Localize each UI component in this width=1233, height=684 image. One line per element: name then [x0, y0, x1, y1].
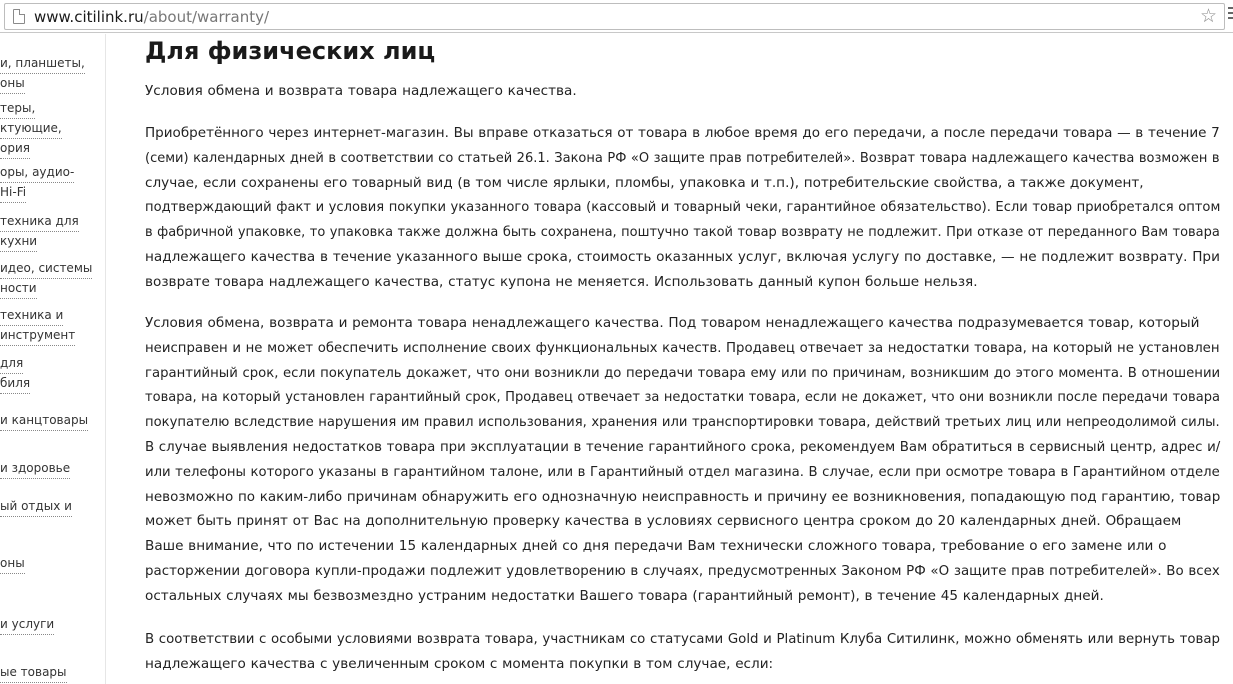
url-host: www.citilink.ru — [34, 8, 144, 26]
sidebar-item-label: и услуги — [0, 615, 54, 635]
sidebar-item-label: техника для — [0, 212, 79, 232]
sidebar-item-label: техника и — [0, 306, 63, 326]
sidebar-item-label: оны — [0, 74, 25, 94]
url-path: /about/warranty/ — [143, 8, 270, 26]
text-line: покупателю вследствие нарушения им правил использования, хранения или транспортировки товара, действий третьих лиц или непреодолимой силы. — [145, 414, 1220, 431]
text-line: или телефоны которого указаны в гарантийном талоне, или в Гарантийный отдел магазина. В случае, если при осмотре товара в Гарантийном отделе — [145, 463, 1220, 480]
text-line: невозможно по каким-либо причинам обнаружить его однозначную неисправность и причину ее возникновения, попадающую под гарантию, товар — [145, 488, 1221, 505]
text-line: надлежащего качества в течение указанного выше срока, стоимость оказанных услуг, включая услугу по доставке, — не подлежит возврату. При — [145, 248, 1220, 265]
paragraph-club-conditions — [145, 627, 1220, 677]
sidebar-item-label: для — [0, 354, 23, 374]
paragraph-proper-quality — [145, 121, 1220, 295]
page-icon — [13, 9, 25, 24]
sidebar-item-other-goods[interactable] — [0, 663, 106, 683]
sidebar-item-label: инструмент — [0, 326, 75, 346]
sidebar-item-label: оны — [0, 554, 25, 574]
sidebar-item-label: ктующие, — [0, 119, 62, 139]
text-line: возврате товара надлежащего качества, статус купона не меняется. Использовать данный купон больше нельзя. — [145, 273, 978, 290]
sidebar-item-health[interactable] — [0, 459, 106, 479]
browser-menu-icon[interactable] — [1228, 7, 1233, 23]
sidebar-item-label: теры, — [0, 99, 35, 119]
sidebar-item-label: и здоровье — [0, 459, 70, 479]
sidebar-item-label: и, планшеты, — [0, 54, 85, 74]
paragraph-intro — [145, 79, 1220, 104]
sidebar-item-video-security[interactable] — [0, 259, 106, 299]
sidebar-item-tv-audio[interactable] — [0, 163, 106, 203]
sidebar-item-tools[interactable] — [0, 306, 106, 346]
sidebar-item-label: и канцтовары — [0, 411, 88, 431]
sidebar-item-label: ория — [0, 139, 30, 159]
text-line: надлежащего качества с увеличенным сроком с момента покупки в том случае, если: — [145, 655, 774, 672]
sidebar-item-computers[interactable] — [0, 99, 106, 159]
sidebar-item-label: кухни — [0, 232, 37, 252]
sidebar-item-leisure[interactable] — [0, 497, 106, 517]
text-line: В соответствии с особыми условиями возврата товара, участникам со статусами Gold и Platinum Клуба Ситилинк, можно обменять или вернуть товар — [145, 631, 1221, 647]
paragraph-improper-quality — [145, 311, 1220, 609]
text-line: В случае выявления недостатков товара при эксплуатации в течение гарантийного срока, рекомендуем Вам обратиться в сервисный центр, адрес и/ — [145, 438, 1221, 455]
text-line: гарантийный срок, если покупатель докажет, что они возникли до передачи товара ему или по причинам, возникшим до этого момента. В отношении — [145, 364, 1221, 381]
text-line: расторжении договора купли-продажи подлежит удовлетворению в случаях, предусмотренных Законом РФ «О защите прав потребителей». Во всех — [145, 562, 1220, 579]
text-line: Условия обмена и возврата товара надлежащего качества. — [145, 83, 577, 99]
sidebar-item-label: Hi-Fi — [0, 183, 26, 203]
text-line: остальных случаях мы безвозмездно устраним недостатки Вашего товара (гарантийный ремонт), в течение 45 календарных дней. — [145, 587, 1104, 604]
sidebar-item-kitchen-appliances[interactable] — [0, 212, 106, 252]
sidebar-item-phones-tablets[interactable] — [0, 54, 106, 94]
text-line: случае, если сохранены его товарный вид (в том числе ярлыки, пломбы, упаковка и т.п.), потребительские свойства, а также документ, — [145, 174, 1144, 191]
sidebar-item-stationery[interactable] — [0, 411, 106, 431]
browser-address-bar — [0, 0, 1233, 33]
sidebar-item-label: идео, системы — [0, 259, 92, 279]
text-line: неисправен и не может обеспечить исполнение своих функциональных качеств. Продавец отвечает за недостатки товара, на который не установлен — [145, 339, 1220, 356]
text-line: Ваше внимание, что по истечении 15 календарных дней со дня передачи Вам технически сложного товара, требование о его замене или о — [145, 538, 1167, 555]
text-line: в фабричной упаковке, то упаковка также должна быть сохранена, поштучно такой товар возврату не подлежит. При отказе от переданного Вам товара — [145, 224, 1220, 241]
sidebar-item-label: ый отдых и — [0, 497, 72, 517]
sidebar-item-label: биля — [0, 374, 30, 394]
sidebar-item-label: оры, аудио- — [0, 163, 74, 183]
text-line: Приобретённого через интернет-магазин. Вы вправе отказаться от товара в любое время до его передачи, а после передачи товара — в течение 7 — [145, 125, 1220, 141]
text-line: товара, на который установлен гарантийный срок, Продавец отвечает за недостатки товара, если не докажет, что они возникли после передачи товара — [145, 389, 1220, 406]
text-line: может быть принят от Вас на дополнительную проверку качества в условиях сервисного центра сроком до 20 календарных дней. Обращаем — [145, 513, 1182, 530]
url-field[interactable] — [4, 3, 1225, 30]
sidebar-item-label: ые товары — [0, 663, 67, 683]
text-line: Условия обмена, возврата и ремонта товара ненадлежащего качества. Под товаром ненадлежащего качества подразумевается товар, который — [145, 315, 1200, 331]
url-text[interactable] — [34, 8, 269, 26]
text-line: (семи) календарных дней в соответствии со статьей 26.1. Закона РФ «О защите прав потребителей». Возврат товара надлежащего качества возможен в — [145, 149, 1220, 166]
sidebar-item-label: ности — [0, 279, 37, 299]
sidebar-item-zones[interactable] — [0, 554, 106, 574]
sidebar-item-services[interactable] — [0, 615, 106, 635]
sidebar-item-auto[interactable] — [0, 354, 106, 394]
text-line: подтверждающий факт и условия покупки указанного товара (кассовый и товарный чеки, гарантийное обязательство). Если товар приобретался оптом — [145, 199, 1221, 216]
category-sidebar — [0, 34, 106, 684]
bookmark-star-icon[interactable]: ☆ — [1200, 5, 1218, 27]
page-title: Для физических лиц — [145, 37, 436, 65]
